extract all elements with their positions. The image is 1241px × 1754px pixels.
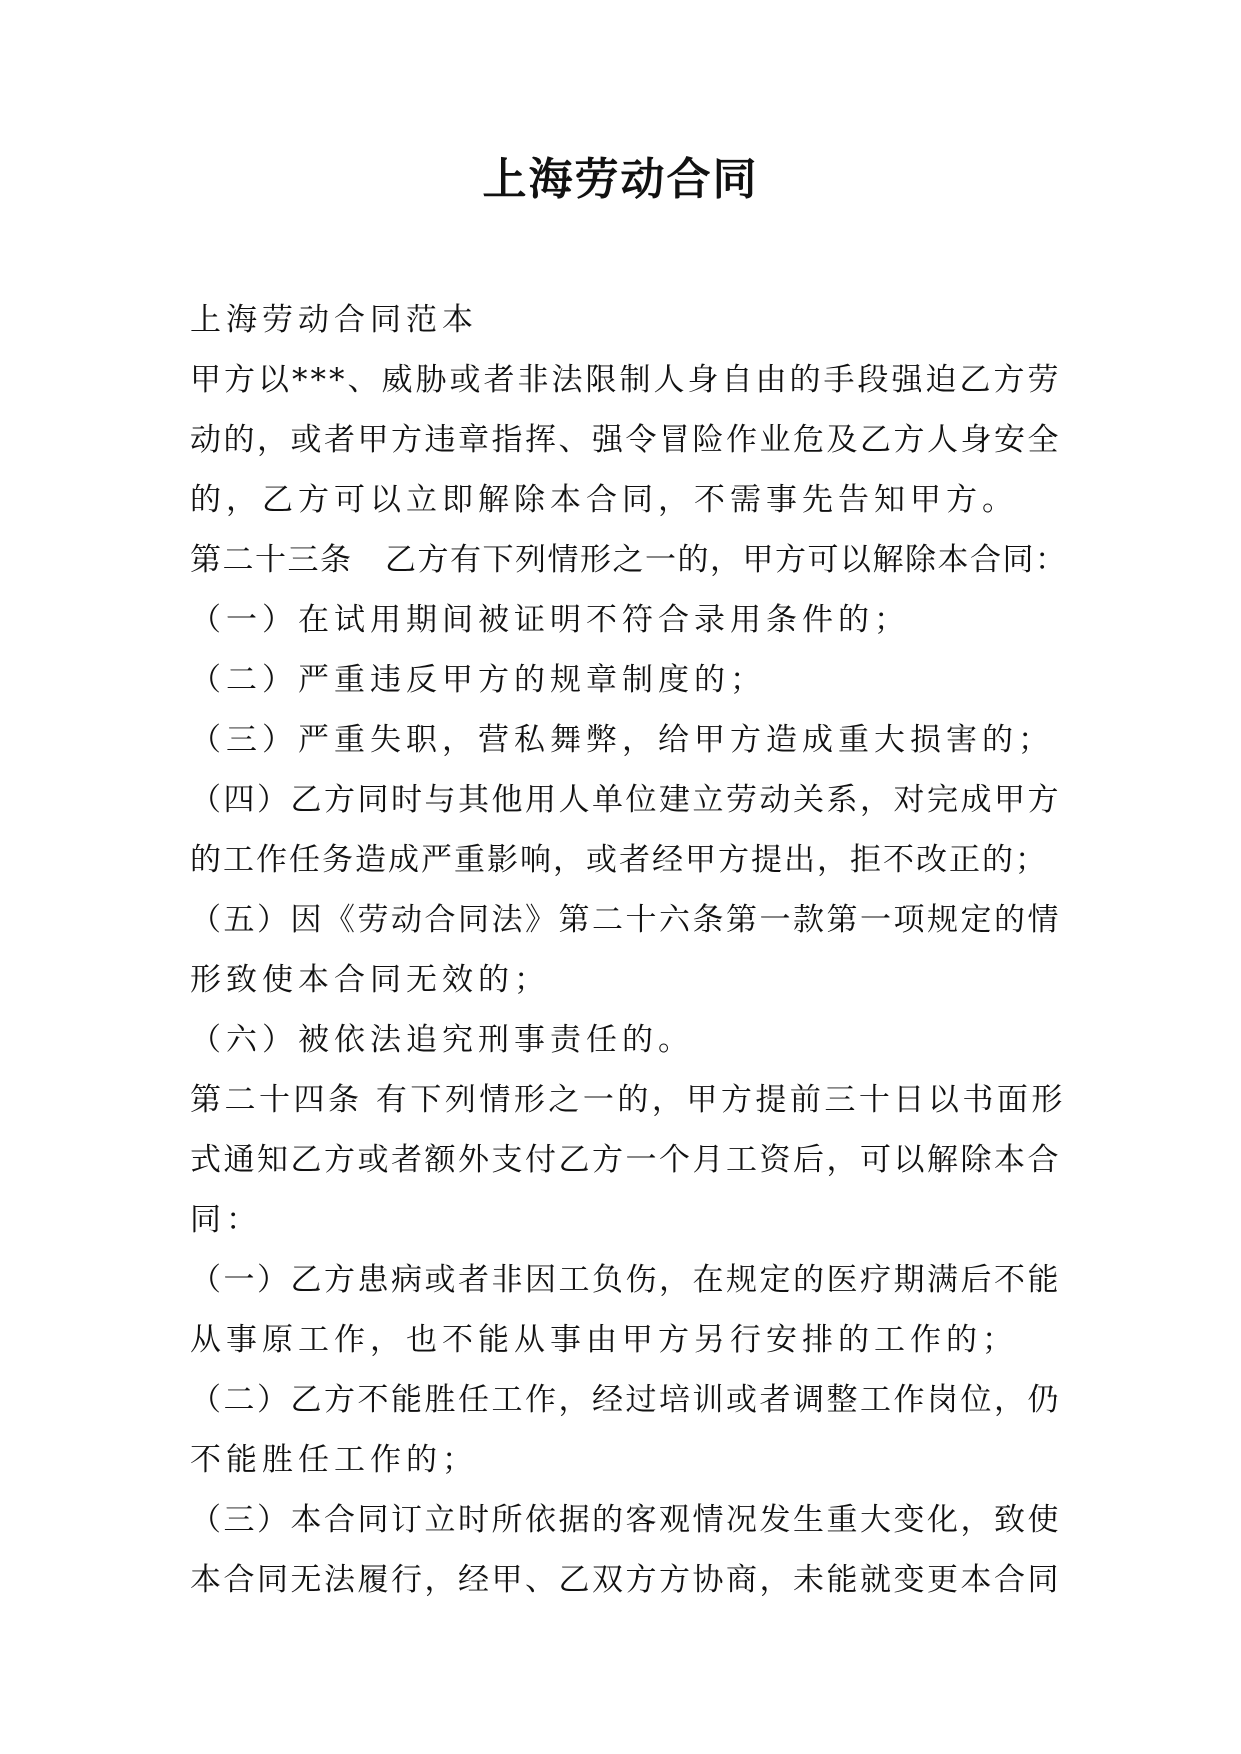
paragraph-line: （六）被依法追究刑事责任的。 xyxy=(190,1022,694,1058)
paragraph-line: （五）因《劳动合同法》第二十六条第一款第一项规定的情 xyxy=(190,902,1061,938)
paragraph-line: 动的，或者甲方违章指挥、强令冒险作业危及乙方人身安全 xyxy=(190,422,1061,458)
paragraph-line: （一）在试用期间被证明不符合录用条件的； xyxy=(190,602,910,638)
paragraph-line: 式通知乙方或者额外支付乙方一个月工资后，可以解除本合 xyxy=(190,1142,1061,1178)
paragraph-line: 形致使本合同无效的； xyxy=(190,962,550,998)
document-title: 上海劳动合同 xyxy=(482,154,759,205)
paragraph-line: （四）乙方同时与其他用人单位建立劳动关系，对完成甲方 xyxy=(190,782,1061,818)
paragraph-line: 甲方以***、威胁或者非法限制人身自由的手段强迫乙方劳 xyxy=(190,362,1062,398)
paragraph-line: 同： xyxy=(190,1202,262,1238)
paragraph-line: 从事原工作，也不能从事由甲方另行安排的工作的； xyxy=(190,1322,1018,1358)
paragraph-line: （一）乙方患病或者非因工负伤，在规定的医疗期满后不能 xyxy=(190,1262,1061,1298)
paragraph-line: （二）乙方不能胜任工作，经过培训或者调整工作岗位，仍 xyxy=(190,1382,1061,1418)
paragraph-line: （三）本合同订立时所依据的客观情况发生重大变化，致使 xyxy=(190,1502,1061,1538)
paragraph-line: （三）严重失职，营私舞弊，给甲方造成重大损害的； xyxy=(190,722,1054,758)
document-body xyxy=(190,290,1070,1610)
article-heading-23: 第二十三条 乙方有下列情形之一的，甲方可以解除本合同： xyxy=(190,542,1068,578)
paragraph-line: （二）严重违反甲方的规章制度的； xyxy=(190,662,766,698)
article-heading-24: 第二十四条 有下列情形之一的，甲方提前三十日以书面形 xyxy=(190,1082,1066,1118)
paragraph-line: 的工作任务造成严重影响，或者经甲方提出，拒不改正的； xyxy=(190,842,1048,878)
paragraph-line: 的，乙方可以立即解除本合同，不需事先告知甲方。 xyxy=(190,482,1018,518)
paragraph-line: 不能胜任工作的； xyxy=(190,1442,478,1478)
paragraph-line: 上海劳动合同范本 xyxy=(190,302,478,338)
paragraph-line: 本合同无法履行，经甲、乙双方方协商，未能就变更本合同 xyxy=(190,1562,1061,1598)
